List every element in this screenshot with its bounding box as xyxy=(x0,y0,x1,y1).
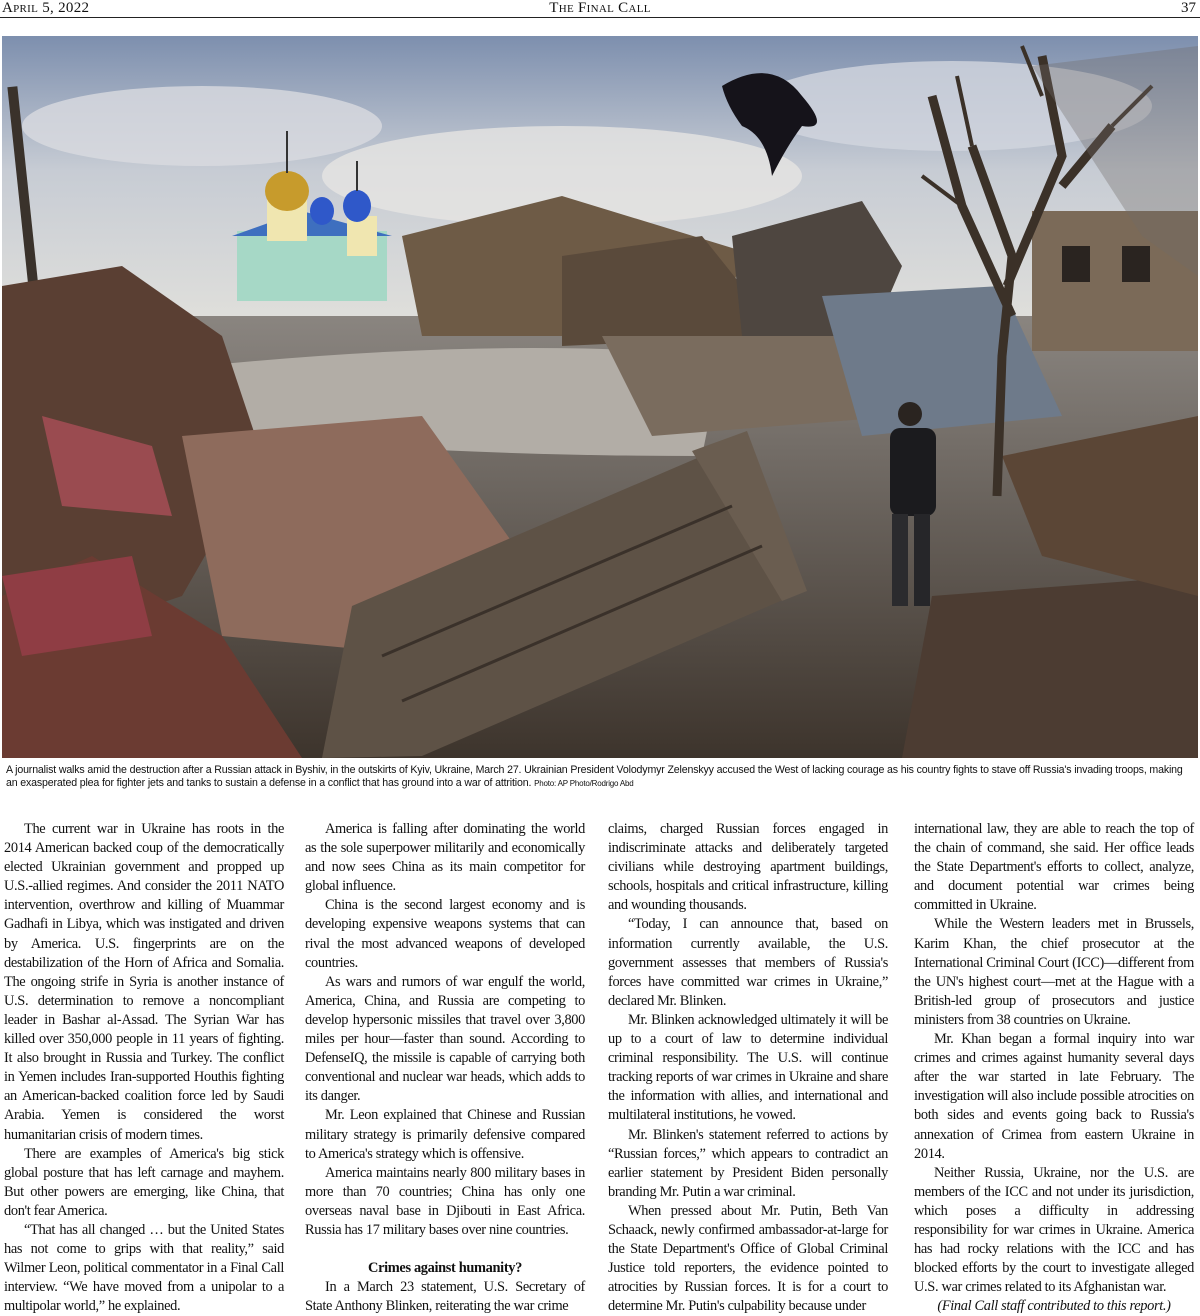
paragraph: “That has all changed … but the United States has not come to grips with that reality,” said Wilmer Leon, political commentator in a Final Call interview. “We have moved from a unipolar to a multipolar world,” he explained. xyxy=(4,1221,284,1315)
column-1 xyxy=(4,820,284,1315)
paragraph: Mr. Blinken's statement referred to actions by “Russian forces,” which appears to contradict an earlier statement by President Biden personally branding Mr. Putin a war criminal. xyxy=(608,1126,888,1200)
article-body xyxy=(0,820,1200,1315)
paragraph: Neither Russia, Ukraine, nor the U.S. are members of the ICC and not under its jurisdiction, which poses a difficulty in addressing responsibility for war crimes in Ukraine. America has had rocky relations with the ICC and has blocked efforts by the court to investigate alleged U.S. war crimes related to its Afghanistan war. xyxy=(914,1164,1194,1296)
paragraph: Mr. Khan began a formal inquiry into war crimes and crimes against humanity several days after the war started in late February. The investigation will also include possible atrocities on both sides and events going back to Russia's annexation of Crimea from eastern Ukraine in 2014. xyxy=(914,1031,1194,1162)
paragraph: As wars and rumors of war engulf the world, America, China, and Russia are competing to develop hypersonic missiles that travel over 3,800 miles per hour—faster than sound. According to DefenseIQ, the missile is capable of carrying both conventional and nuclear war heads, which adds to its danger. xyxy=(305,973,585,1105)
paragraph-continued: international law, they are able to reach the top of the chain of command, she said. Her office leads the State Department's efforts to collect, analyze, and document potential war crimes being committed in Ukraine. xyxy=(914,821,1194,914)
news-photo xyxy=(2,36,1198,758)
column-3 xyxy=(608,820,888,1315)
paragraph: Mr. Leon explained that Chinese and Russian military strategy is primarily defensive compared to America's strategy which is offensive. xyxy=(305,1107,585,1162)
paragraph: Mr. Blinken acknowledged ultimately it will be up to a court of law to determine individual criminal responsibility. The U.S. will continue tracking reports of war crimes in Ukraine and share the information with allies, and international and multilateral institutions, he vowed. xyxy=(608,1011,888,1124)
staff-credit: (Final Call staff contributed to this report.) xyxy=(937,1298,1171,1315)
photo-caption xyxy=(6,764,1196,790)
caption-text: A journalist walks amid the destruction after a Russian attack in Byshiv, in the outskirts of Kyiv, Ukraine, March 27. Ukrainian President Volodymyr Zelenskyy accused the West of lacking courage as his country fights to stave off Russia's invading troops, making an exasperated plea for fighter jets and tanks to sustain a defense in a conflict that has ground into a war of attrition. xyxy=(6,764,1183,789)
paragraph: China is the second largest economy and is developing expensive weapons systems that can rival the most advanced weapons of developed countries. xyxy=(305,897,585,971)
paragraph: When pressed about Mr. Putin, Beth Van Schaack, newly confirmed ambassador-at-large for the State Department's Office of Global Criminal Justice told reporters, the evidence pointed to atrocities by Russian forces. It is for a court to determine Mr. Putin's culpability because under xyxy=(608,1202,888,1315)
paragraph: The current war in Ukraine has roots in the 2014 American backed coup of the democratically elected Ukrainian government and propped up U.S.-allied regimes. And consider the 2011 NATO intervention, overthrow and killing of Muammar Gadhafi in Libya, which was instigated and driven by America. U.S. fingerprints are on the destabilization of the Horn of Africa and Somalia. The ongoing strife in Syria is another instance of U.S. determination to remove a noncompliant leader in Bashar al-Assad. The Syrian War has killed over 350,000 people in 11 years of fighting. It also brought in Russia and Turkey. The conflict in Yemen includes Iran-supported Houthis fighting an American-backed coalition force led by Saudi Arabia. Yemen is considered the worst humanitarian crisis of modern times. xyxy=(4,821,284,1143)
column-4 xyxy=(914,820,1194,1315)
section-subhead: Crimes against humanity? xyxy=(368,1260,522,1277)
publication-name: The Final Call xyxy=(549,0,651,16)
column-2 xyxy=(305,820,585,1315)
photo-credit: Photo: AP Photo/Rodrigo Abd xyxy=(534,779,634,788)
paragraph-continued: claims, charged Russian forces engaged in indiscriminate attacks and deliberately targeted civilians while destroying apartment buildings, schools, hospitals and critical infrastructure, killing and wounding thousands. xyxy=(608,821,888,914)
paragraph: There are examples of America's big stick global posture that has left carnage and mayhem. But other powers are emerging, like China, that don't fear America. xyxy=(4,1145,284,1219)
paragraph: “Today, I can announce that, based on information currently available, the U.S. government assesses that members of Russia's forces have committed war crimes in Ukraine,” declared Mr. Blinken. xyxy=(608,916,888,1009)
paragraph: America is falling after dominating the world as the sole superpower militarily and economically and now sees China as its main competitor for global influence. xyxy=(305,821,585,895)
paragraph: While the Western leaders met in Brussels, Karim Khan, the chief prosecutor at the International Criminal Court (ICC)—different from the UN's highest court—met at the Hague with a British-led group of prosecutors and justice ministers from 38 countries on Ukraine. xyxy=(914,916,1194,1028)
paragraph: In a March 23 statement, U.S. Secretary of State Anthony Blinken, reiterating the war crime xyxy=(305,1279,585,1315)
page-header xyxy=(0,0,1200,18)
issue-date: April 5, 2022 xyxy=(2,0,90,16)
paragraph: America maintains nearly 800 military bases in more than 70 countries; China has only one overseas naval base in Djibouti in East Africa. Russia has 17 military bases over nine countries. xyxy=(305,1164,585,1238)
page-number: 37 xyxy=(1181,0,1196,16)
